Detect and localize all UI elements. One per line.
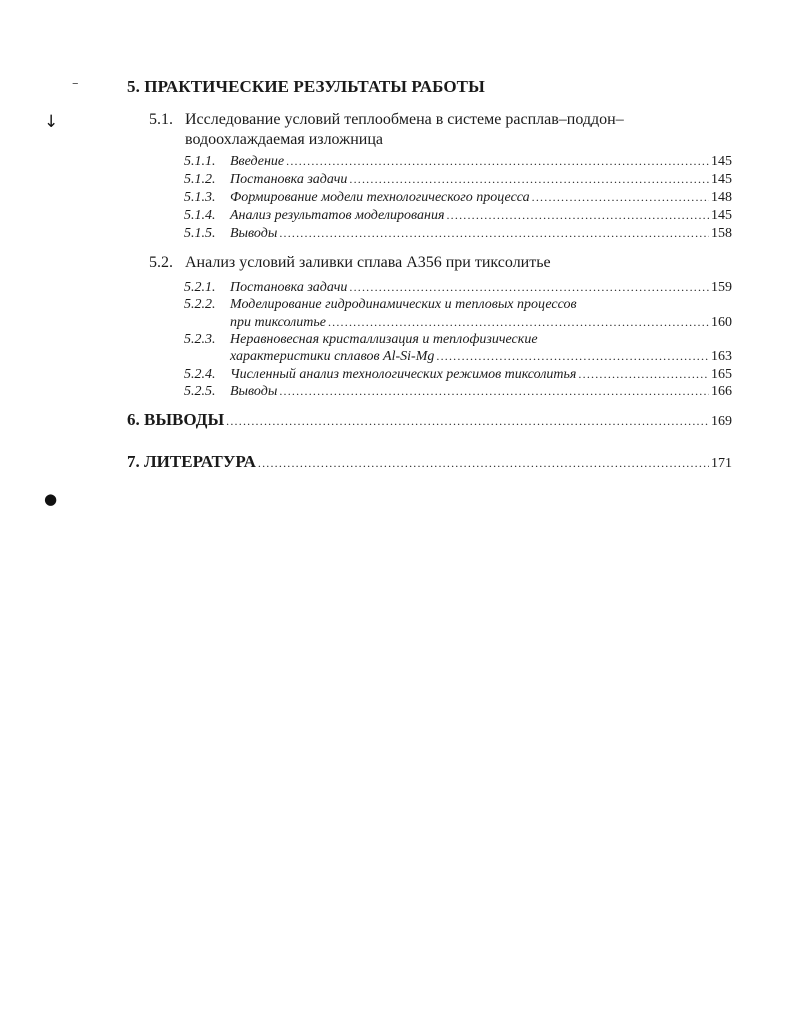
- entry-title: Численный анализ технологических режимов тиксолитья: [230, 367, 577, 382]
- entry-title: Выводы: [230, 384, 278, 399]
- entry-number: 5.1.4.: [184, 208, 216, 223]
- entry-title: Выводы: [230, 226, 278, 241]
- entry-title: характеристики сплавов Al-Si-Mg: [230, 349, 435, 364]
- toc-entry-5-2-3-line2[interactable]: [230, 348, 732, 365]
- entry-title: Введение: [230, 154, 285, 169]
- entry-page: 145: [711, 172, 732, 187]
- entry-number: 5.2.4.: [184, 367, 216, 382]
- toc-entry-5-2-1[interactable]: [184, 279, 732, 296]
- entry-page: 166: [711, 384, 732, 399]
- entry-page: 145: [711, 208, 732, 223]
- dot-leader: [436, 348, 709, 365]
- entry-page: 159: [711, 280, 732, 295]
- margin-ink-blot-icon: ●: [44, 490, 58, 508]
- entry-title: при тиксолитье: [230, 315, 326, 330]
- dot-leader: [446, 207, 709, 224]
- entry-title-line1: Моделирование гидродинамических и тепловых процессов: [230, 297, 577, 312]
- entry-title: Анализ результатов моделирования: [230, 208, 445, 223]
- section-title-line2: водоохлаждаемая изложница: [185, 131, 383, 148]
- entry-title-line1: Неравновесная кристаллизация и теплофизические: [230, 332, 538, 347]
- entry-number: 5.1.2.: [184, 172, 216, 187]
- toc-entry-5-2-3-line1[interactable]: [184, 331, 732, 348]
- entry-number: 5.2.2.: [184, 297, 216, 312]
- dot-leader: [279, 225, 709, 242]
- entry-number: 5.1.1.: [184, 154, 216, 169]
- entry-page: 163: [711, 349, 732, 364]
- toc-entry-5-2-2-line2[interactable]: [230, 314, 732, 331]
- entry-title: Формирование модели технологического процесса: [230, 190, 530, 205]
- entry-number: 5.2.3.: [184, 332, 216, 347]
- toc-entry-5-1-2[interactable]: [184, 171, 732, 188]
- entry-number: 5.1.3.: [184, 190, 216, 205]
- toc-entry-5-2-4[interactable]: [184, 366, 732, 383]
- chapter-7-heading: 7. ЛИТЕРАТУРА: [127, 452, 256, 471]
- toc-entry-5-1-3[interactable]: [184, 189, 732, 206]
- dot-leader: [286, 153, 709, 170]
- entry-title: Постановка задачи: [230, 172, 348, 187]
- toc-entry-chapter-6[interactable]: [127, 411, 732, 430]
- dot-leader: [258, 455, 709, 472]
- entry-page: 165: [711, 367, 732, 382]
- entry-page: 160: [711, 315, 732, 330]
- entry-title: Постановка задачи: [230, 280, 348, 295]
- dot-leader: [279, 383, 709, 400]
- section-title-line1: Исследование условий теплообмена в системе расплав–поддон–: [185, 111, 624, 128]
- section-number: 5.1.: [149, 111, 173, 128]
- chapter-6-heading: 6. ВЫВОДЫ: [127, 410, 225, 429]
- section-title-line1: Анализ условий заливки сплава А356 при тиксолитье: [185, 254, 551, 271]
- dot-leader: [226, 413, 709, 430]
- toc-entry-chapter-7[interactable]: [127, 453, 732, 472]
- entry-page: 145: [711, 154, 732, 169]
- chapter-5-heading: 5. ПРАКТИЧЕСКИЕ РЕЗУЛЬТАТЫ РАБОТЫ: [127, 77, 485, 96]
- toc-entry-5-1-5[interactable]: [184, 225, 732, 242]
- section-number: 5.2.: [149, 254, 173, 271]
- margin-dash-mark: –: [72, 76, 79, 91]
- entry-page: 148: [711, 190, 732, 205]
- toc-entry-5-1-4[interactable]: [184, 207, 732, 224]
- dot-leader: [328, 314, 709, 331]
- entry-number: 5.1.5.: [184, 226, 216, 241]
- toc-entry-5-2-2-line1[interactable]: [184, 296, 732, 313]
- toc-entry-5-1-1[interactable]: [184, 153, 732, 170]
- entry-page: 158: [711, 226, 732, 241]
- entry-number: 5.2.1.: [184, 280, 216, 295]
- margin-arrow-mark-icon: ↓: [44, 112, 59, 132]
- dot-leader: [532, 189, 709, 206]
- entry-page: 171: [711, 456, 732, 471]
- entry-number: 5.2.5.: [184, 384, 216, 399]
- dot-leader: [578, 366, 709, 383]
- entry-page: 169: [711, 414, 732, 429]
- dot-leader: [349, 171, 709, 188]
- dot-leader: [349, 279, 709, 296]
- toc-entry-5-2-5[interactable]: [184, 383, 732, 400]
